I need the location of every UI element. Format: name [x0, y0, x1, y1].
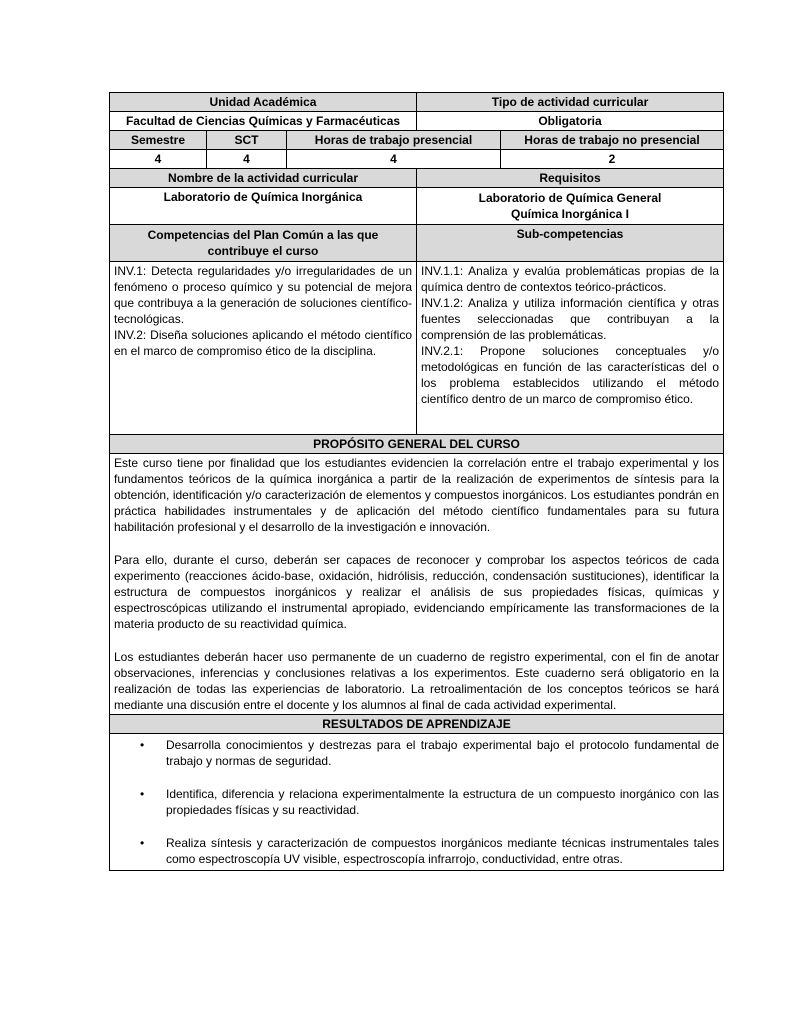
resultados-body [110, 734, 724, 871]
horas-no-presencial-label: Horas de trabajo no presencial [501, 131, 724, 150]
requisito-2: Química Inorgánica I [510, 207, 630, 221]
sct-label: SCT [207, 131, 287, 150]
semestre-label: Semestre [110, 131, 207, 150]
bullet-icon: • [140, 738, 145, 752]
competencia-item: INV.1: Detecta regularidades y/o irregularidades de un fenómeno o proceso químico y su potencial de mejora que contribuya a la generación de soluciones científico-tecnológicas. [114, 264, 412, 326]
resultado-text: Desarrolla conocimientos y destrezas para el trabajo experimental bajo el protocolo fundamental de trabajo y normas de seguridad. [166, 738, 719, 768]
competencias-label: Competencias del Plan Común a las que contribuye el curso [110, 225, 417, 262]
competencias-list [110, 262, 417, 435]
nombre-label: Nombre de la actividad curricular [110, 169, 417, 188]
resultado-item [140, 737, 719, 769]
sub-competencia-item: INV.1.1: Analiza y evalúa problemáticas propias de la química dentro de contextos teórico-prácticos. [421, 264, 719, 294]
proposito-title: PROPÓSITO GENERAL DEL CURSO [110, 435, 724, 454]
sct-value: 4 [207, 150, 287, 169]
tipo-value: Obligatoria [417, 112, 724, 131]
course-table [109, 92, 724, 871]
sub-competencia-item: INV.2.1: Propone soluciones conceptuales y/o metodológicas en función de las características del o los problema establecidos utilizando el método científico dentro de un marco de compromiso ético. [421, 344, 719, 406]
sub-competencia-item: INV.1.2: Analiza y utiliza información científica y otras fuentes seleccionadas que contribuyan a la comprensión de las problemáticas. [421, 296, 719, 342]
requisitos-label: Requisitos [417, 169, 724, 188]
course-document [109, 92, 723, 871]
tipo-label: Tipo de actividad curricular [417, 93, 724, 112]
competencia-item: INV.2: Diseña soluciones aplicando el método científico en el marco de compromiso ético de la disciplina. [114, 328, 412, 358]
resultado-item [140, 835, 719, 867]
proposito-body [110, 454, 724, 715]
semestre-value: 4 [110, 150, 207, 169]
proposito-paragraph: Este curso tiene por finalidad que los estudiantes evidencien la correlación entre el trabajo experimental y los fundamentos teóricos de la química inorgánica a partir de la realización de experimentos de síntesis para la obtención, identificación y/o caracterización de elementos y compuestos inorgánicos. Los estudiantes pondrán en práctica habilidades instrumentales y de aplicación del método científico fundamentales para su futura habilitación profesional y el desarrollo de la investigación e innovación. [114, 456, 719, 534]
resultado-text: Realiza síntesis y caracterización de compuestos inorgánicos mediante técnicas instrumentales tales como espectroscopía UV visible, espectroscopía infrarrojo, conductividad, entre otras. [166, 836, 719, 866]
requisito-1: Laboratorio de Química General [478, 191, 662, 205]
sub-competencias-label: Sub-competencias [417, 225, 724, 262]
sub-competencias-list [417, 262, 724, 435]
bullet-icon: • [140, 787, 145, 801]
horas-presencial-label: Horas de trabajo presencial [287, 131, 501, 150]
horas-no-presencial-value: 2 [501, 150, 724, 169]
horas-presencial-value: 4 [287, 150, 501, 169]
proposito-paragraph: Los estudiantes deberán hacer uso permanente de un cuaderno de registro experimental, con el fin de anotar observaciones, inferencias y conclusiones relativas a los experimentos. Este cuaderno será obligatorio en la realización de todas las experiencias de laboratorio. La retroalimentación de los conceptos teóricos se hará mediante una discusión entre el docente y los alumnos al final de cada actividad experimental. [114, 650, 719, 712]
nombre-value: Laboratorio de Química Inorgánica [110, 188, 417, 225]
resultado-text: Identifica, diferencia y relaciona experimentalmente la estructura de un compuesto inorgánico con las propiedades físicas y su reactividad. [166, 787, 719, 817]
requisitos-value [417, 188, 724, 225]
resultado-item [140, 786, 719, 818]
unidad-label: Unidad Académica [110, 93, 417, 112]
bullet-icon: • [140, 836, 145, 850]
unidad-value: Facultad de Ciencias Químicas y Farmacéuticas [110, 112, 417, 131]
resultados-list [114, 737, 719, 867]
resultados-title: RESULTADOS DE APRENDIZAJE [110, 715, 724, 734]
proposito-paragraph: Para ello, durante el curso, deberán ser capaces de reconocer y comprobar los aspectos teóricos de cada experimento (reacciones ácido-base, oxidación, hidrólisis, reducción, condensación sustituciones), identificar la estructura de compuestos inorgánicos y realizar el análisis de sus propiedades físicas, químicas y espectroscópicas utilizando el instrumental apropiado, evidenciando empíricamente las transformaciones de la materia producto de su reactividad química. [114, 553, 719, 631]
